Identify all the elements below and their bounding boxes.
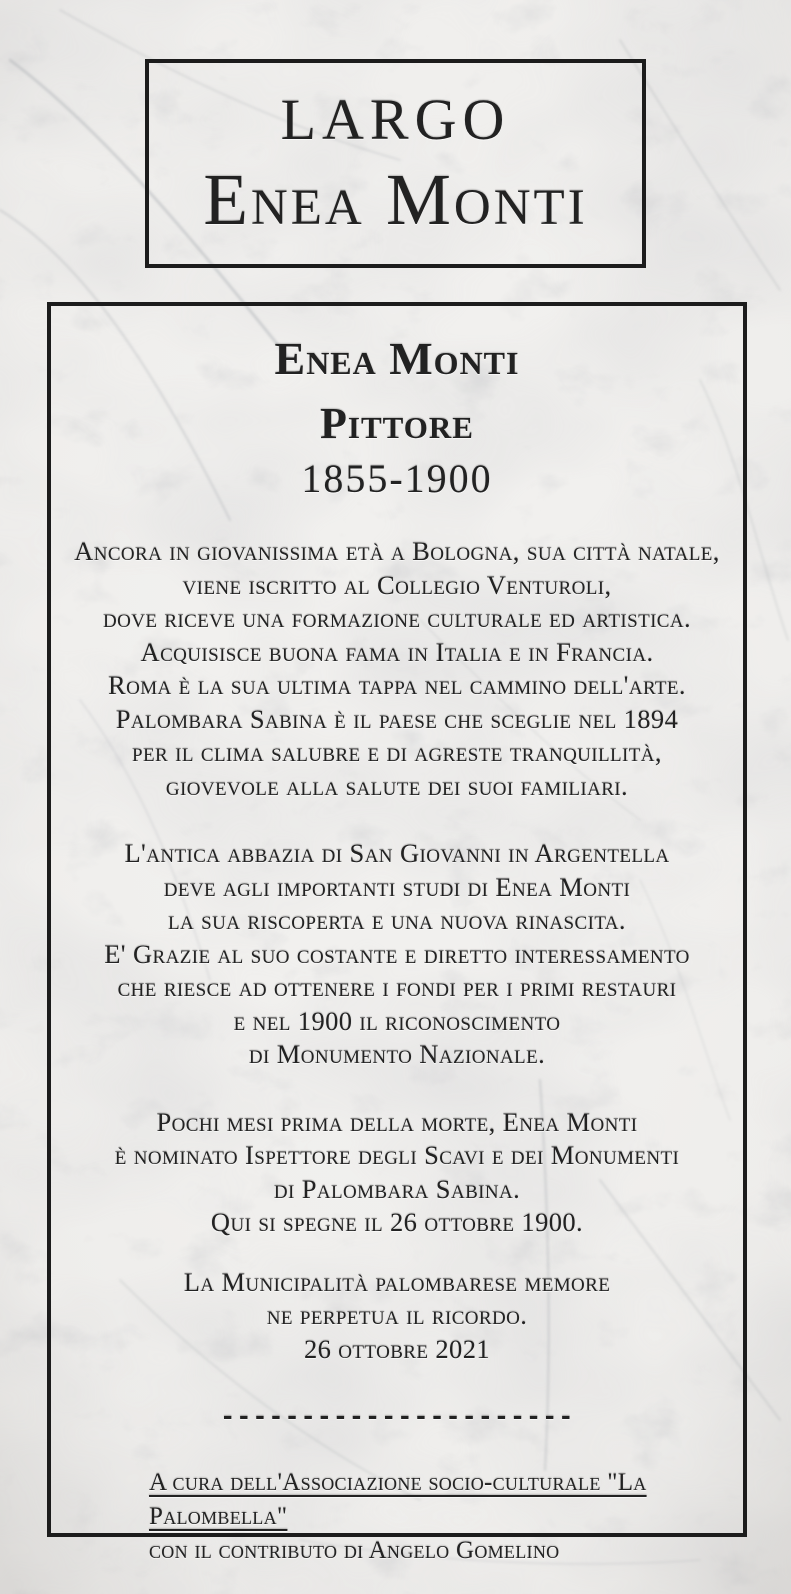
plaque-text-line: dove riceve una formazione culturale ed artistica. (102, 603, 692, 633)
plaque-text-line: Ancora in giovanissima età a Bologna, sua città natale, (74, 536, 720, 566)
plaque-text-line: Palombara Sabina è il paese che sceglie nel 1894 (115, 703, 679, 734)
street-sign-type: LARGO (280, 87, 511, 152)
plaque-text-line: di Monumento Nazionale. (248, 1039, 546, 1069)
plaque-text-line: Acquisisce buona fama in Italia e in Francia. (140, 636, 654, 667)
plaque-text-line: la sua riscoperta e una nuova rinascita. (168, 905, 626, 935)
plaque-text-line: La Municipalità palombarese memore (183, 1266, 611, 1297)
plaque-title: Enea Monti (274, 333, 520, 384)
memorial-plaque-panel (47, 302, 747, 1564)
street-sign-panel (145, 59, 646, 268)
plaque-paragraph-dedication (51, 1266, 743, 1367)
plaque-text-line: che riesce ad ottenere i fondi per i primi restauri (117, 972, 677, 1002)
plaque-text-line: per il clima salubre e di agreste tranquillità, (132, 737, 662, 767)
street-sign-name: Enea Monti (203, 159, 588, 240)
plaque-text-line: Qui si spegne il 26 ottobre 1900. (210, 1207, 584, 1237)
plaque-text-line: Roma è la sua ultima tappa nel cammino dell'arte. (108, 670, 686, 700)
plaque-text-line: giovevole alla salute dei suoi familiari. (165, 770, 629, 801)
plaque-paragraph-abbey (51, 837, 743, 1072)
plaque-text-line: ne perpetua il ricordo. (266, 1300, 528, 1330)
plaque-text-line: E' Grazie al suo costante e diretto interessamento (104, 938, 690, 969)
plaque-paragraph-biography (51, 535, 743, 803)
plaque-text-line: viene iscritto al Collegio Venturoli, (182, 569, 612, 600)
plaque-paragraph-inspector (51, 1106, 743, 1240)
plaque-subtitle: Pittore (320, 399, 474, 448)
plaque-text-line: e nel 1900 il riconoscimento (233, 1005, 561, 1036)
plaque-text-line: deve agli importanti studi di Enea Monti (163, 871, 631, 902)
plaque-text-line: è nominato Ispettore degli Scavi e dei Monumenti (114, 1140, 680, 1170)
plaque-text-line: 26 ottobre 2021 (303, 1333, 490, 1364)
plaque-text-line: L'antica abbazia di San Giovanni in Argentella (124, 838, 670, 868)
plaque-text-line: di Palombara Sabina. (273, 1173, 521, 1204)
credit-contributor: con il contributo di Angelo Gomelino (149, 1537, 560, 1564)
dashed-separator: ---------------------- (219, 1402, 575, 1432)
plaque-years: 1855-1900 (301, 456, 493, 501)
plaque-text-line: Pochi mesi prima della morte, Enea Monti (156, 1106, 638, 1137)
plaque-credits (51, 1466, 743, 1568)
credit-association: A cura dell'Associazione socio-culturale "La Palombella" (149, 1469, 647, 1530)
